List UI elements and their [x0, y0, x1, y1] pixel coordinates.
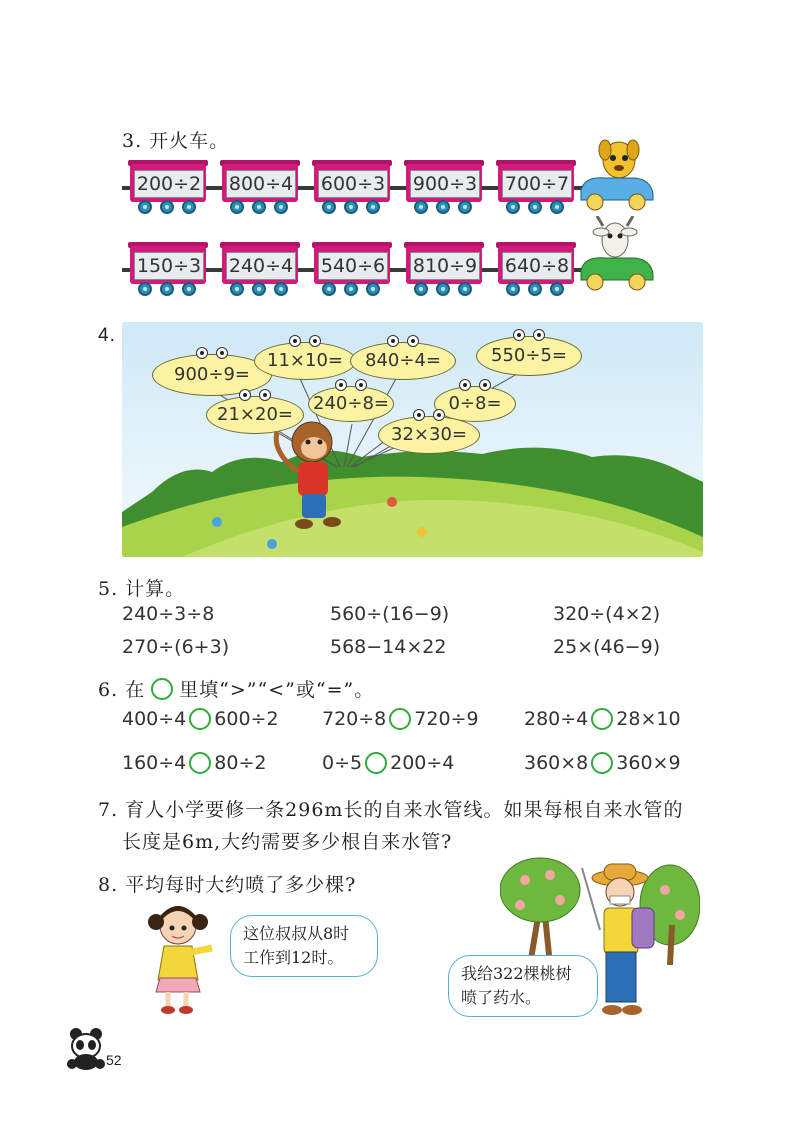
train-2	[122, 242, 582, 302]
man-speech-bubble	[448, 955, 598, 1017]
train-car	[406, 160, 482, 216]
q8-title: 8. 平均每时大约喷了多少棵?	[98, 874, 357, 896]
train-car-expression: 810÷9	[410, 252, 480, 280]
girl-speech-bubble	[230, 915, 378, 977]
wheel-icon	[344, 282, 358, 296]
wheel-icon	[344, 200, 358, 214]
compare-left: 720÷8	[322, 708, 387, 730]
compare-right: 28×10	[616, 708, 681, 730]
train-car-expression: 640÷8	[502, 252, 572, 280]
eye-icon	[413, 409, 425, 421]
wheel-icon	[366, 282, 380, 296]
balloon-expression: 0÷8=	[448, 393, 502, 414]
train-car-expression: 200÷2	[134, 170, 204, 198]
eye-icon	[309, 335, 321, 347]
compare-item	[122, 708, 279, 730]
eye-icon	[459, 379, 471, 391]
balloon-expression: 240÷8=	[313, 393, 389, 414]
calc-item: 320÷(4×2)	[553, 603, 661, 625]
compare-item	[122, 752, 266, 774]
train-car	[498, 160, 574, 216]
q6-title-before: 6. 在	[98, 679, 146, 701]
goat-in-car-illustration	[575, 216, 657, 296]
man-bubble-line1: 我给322棵桃树	[461, 964, 572, 983]
compare-item	[524, 752, 681, 774]
train-car	[314, 160, 390, 216]
train-car-expression: 800÷4	[226, 170, 296, 198]
train-car	[314, 242, 390, 298]
wheel-icon	[366, 200, 380, 214]
eye-icon	[355, 379, 367, 391]
eye-icon	[335, 379, 347, 391]
balloon-expression: 900÷9=	[174, 364, 250, 385]
compare-right: 80÷2	[214, 752, 267, 774]
wheel-icon	[506, 282, 520, 296]
wheel-icon	[458, 282, 472, 296]
train-car-expression: 150÷3	[134, 252, 204, 280]
eye-icon	[239, 389, 251, 401]
wheel-icon	[550, 282, 564, 296]
train-car	[130, 242, 206, 298]
q7-line1: 7. 育人小学要修一条296m长的自来水管线。如果每根自来水管的	[98, 799, 684, 821]
circle-icon	[151, 678, 173, 700]
train-car-expression: 900÷3	[410, 170, 480, 198]
q3-title: 3. 开火车。	[122, 130, 230, 152]
girl-bubble-line2: 工作到12时。	[243, 948, 344, 967]
girl-illustration	[140, 900, 220, 1015]
wheel-icon	[436, 200, 450, 214]
q5-title: 5. 计算。	[98, 578, 186, 600]
wheel-icon	[160, 282, 174, 296]
wheel-icon	[274, 282, 288, 296]
balloon-expression: 32×30=	[391, 424, 467, 445]
train-car-expression: 540÷6	[318, 252, 388, 280]
wheel-icon	[138, 282, 152, 296]
wheel-icon	[550, 200, 564, 214]
wheel-icon	[160, 200, 174, 214]
wheel-icon	[182, 200, 196, 214]
balloon-expression: 21×20=	[217, 404, 293, 425]
wheel-icon	[506, 200, 520, 214]
panda-icon	[66, 1026, 106, 1070]
man-bubble-line2: 喷了药水。	[461, 988, 542, 1007]
train-car	[222, 160, 298, 216]
wheel-icon	[252, 282, 266, 296]
math-balloon	[308, 386, 394, 422]
answer-circle[interactable]	[189, 752, 211, 774]
calc-item: 560÷(16−9)	[330, 603, 450, 625]
wheel-icon	[436, 282, 450, 296]
wheel-icon	[414, 282, 428, 296]
q4-number: 4.	[98, 325, 116, 346]
wheel-icon	[458, 200, 472, 214]
compare-left: 160÷4	[122, 752, 187, 774]
eye-icon	[196, 347, 208, 359]
compare-item	[524, 708, 681, 730]
train-car-expression: 700÷7	[502, 170, 572, 198]
compare-item	[322, 752, 454, 774]
q7-line2: 长度是6m,大约需要多少根自来水管?	[122, 831, 453, 853]
wheel-icon	[322, 282, 336, 296]
answer-circle[interactable]	[365, 752, 387, 774]
calc-item: 270÷(6+3)	[122, 636, 230, 658]
balloon-expression: 840÷4=	[365, 350, 441, 371]
compare-left: 0÷5	[322, 752, 363, 774]
compare-right: 600÷2	[214, 708, 279, 730]
train-car-expression: 240÷4	[226, 252, 296, 280]
balloon-expression: 11×10=	[267, 350, 343, 371]
compare-right: 200÷4	[390, 752, 455, 774]
train-car	[130, 160, 206, 216]
compare-item	[322, 708, 479, 730]
calc-item: 240÷3÷8	[122, 603, 215, 625]
compare-right: 360×9	[616, 752, 681, 774]
compare-left: 360×8	[524, 752, 589, 774]
wheel-icon	[528, 200, 542, 214]
train-car	[222, 242, 298, 298]
train-1	[122, 160, 582, 220]
monkey-balloon-scene	[122, 322, 703, 557]
math-balloon	[350, 342, 456, 380]
answer-circle[interactable]	[389, 708, 411, 730]
answer-circle[interactable]	[189, 708, 211, 730]
eye-icon	[513, 329, 525, 341]
eye-icon	[533, 329, 545, 341]
calc-item: 25×(46−9)	[553, 636, 661, 658]
answer-circle[interactable]	[591, 708, 613, 730]
eye-icon	[259, 389, 271, 401]
page-number: 52	[106, 1052, 122, 1068]
wheel-icon	[138, 200, 152, 214]
girl-bubble-line1: 这位叔叔从8时	[243, 924, 350, 943]
wheel-icon	[252, 200, 266, 214]
q6-title	[98, 675, 374, 702]
wheel-icon	[414, 200, 428, 214]
compare-left: 400÷4	[122, 708, 187, 730]
eye-icon	[479, 379, 491, 391]
eye-icon	[433, 409, 445, 421]
compare-left: 280÷4	[524, 708, 589, 730]
math-balloon	[254, 342, 356, 380]
calc-item: 568−14×22	[330, 636, 447, 658]
wheel-icon	[274, 200, 288, 214]
math-balloon	[476, 336, 582, 376]
q6-title-after: 里填“>”“<”或“=”。	[179, 679, 375, 701]
wheel-icon	[528, 282, 542, 296]
dog-in-car-illustration	[575, 138, 657, 216]
compare-right: 720÷9	[414, 708, 479, 730]
eye-icon	[216, 347, 228, 359]
math-balloon	[206, 396, 304, 434]
math-balloon	[378, 416, 480, 454]
wheel-icon	[322, 200, 336, 214]
eye-icon	[387, 335, 399, 347]
wheel-icon	[230, 282, 244, 296]
train-car	[498, 242, 574, 298]
train-car	[406, 242, 482, 298]
train-car-expression: 600÷3	[318, 170, 388, 198]
eye-icon	[407, 335, 419, 347]
eye-icon	[289, 335, 301, 347]
balloon-expression: 550÷5=	[491, 345, 567, 366]
answer-circle[interactable]	[591, 752, 613, 774]
wheel-icon	[230, 200, 244, 214]
wheel-icon	[182, 282, 196, 296]
